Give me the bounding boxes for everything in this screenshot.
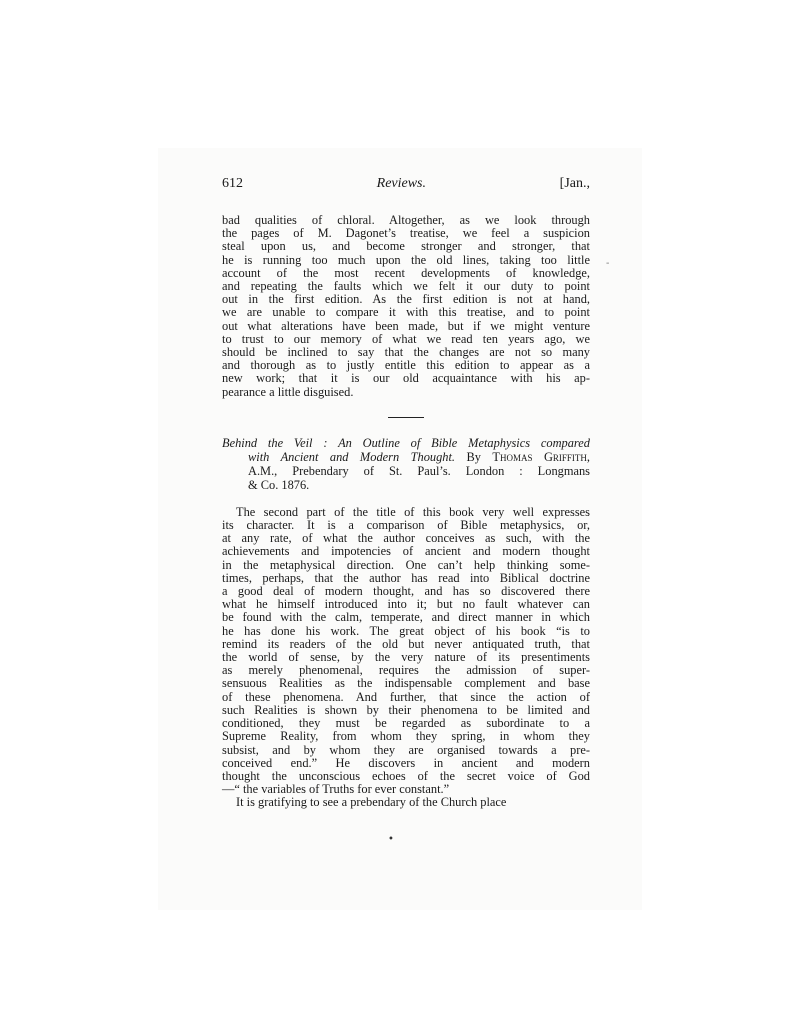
page-number: 612 [222, 176, 243, 191]
text-line: out what alterations have been made, but if we might venture [222, 318, 590, 333]
text-line: we are unable to compare it with this treatise, and to point [222, 305, 590, 320]
text-line: pearance a little disguised. [222, 384, 354, 399]
text-line: be found with the calm, temperate, and direct manner in which [222, 610, 590, 625]
text-line: of these phenomena. And further, that since the action of [222, 689, 590, 704]
text-line: to trust to our memory of what we read ten years ago, we [222, 331, 590, 346]
text-line: sensuous Realities as the indispensable complement and base [222, 676, 590, 691]
text-line: its character. It is a comparison of Bible metaphysics, or, [222, 518, 590, 533]
book-title-line-2 [222, 450, 590, 464]
text-line: conditioned, they must be regarded as subordinate to a [222, 716, 590, 731]
text-line: achievements and impotencies of ancient and modern thought [222, 544, 590, 559]
text-line: he has done his work. The great object of his book “is to [222, 623, 590, 638]
paragraph-behind-the-veil-review [222, 506, 590, 796]
text-line: conceived end.” He discovers in ancient and modern [222, 755, 590, 770]
document-page [222, 176, 590, 810]
text-line: It is gratifying to see a prebendary of the Church place [236, 795, 507, 810]
text-line: should be inclined to say that the changes are not so many [222, 345, 590, 360]
text-line: as merely phenomenal, requires the admission of super- [222, 663, 590, 678]
running-title: Reviews. [376, 176, 427, 191]
book-publisher-year: & Co. 1876. [248, 477, 310, 492]
by-label: By [455, 449, 493, 464]
book-title-line-1: Behind the Veil : An Outline of Bible Metaphysics compared [222, 435, 590, 450]
paragraph-chloral-review [222, 214, 590, 399]
text-line: remind its readers of the old but never antiquated truth, that [222, 636, 590, 651]
text-line: new work; that it is our old acquaintance with his ap- [222, 371, 590, 386]
text-line: steal upon us, and become stronger and stronger, that [222, 239, 590, 254]
text-line: out in the first edition. As the first edition is not at hand, [222, 292, 590, 307]
text-line: the pages of M. Dagonet’s treatise, we feel a suspicion [222, 226, 590, 241]
text-line: The second part of the title of this book very well expresses [236, 504, 590, 519]
scan-speck: - [606, 258, 610, 269]
text-line: and repeating the faults which we felt it our duty to point [222, 279, 590, 294]
text-line: Supreme Reality, from whom they spring, in whom they [222, 729, 590, 744]
book-title-italic: with Ancient and Modern Thought. [248, 449, 456, 464]
text-line: such Realities is shown by their phenomena to be limited and [222, 702, 590, 717]
text-line: the world of sense, by the very nature of its presentiments [222, 650, 590, 665]
running-header [222, 176, 590, 198]
header-date: [Jan., [559, 176, 590, 191]
book-reference [222, 436, 590, 492]
book-author: Thomas Griffith, [492, 449, 591, 464]
text-line: at any rate, of what the author conceives as such, with the [222, 531, 590, 546]
text-line: times, perhaps, that the author has read into Biblical doctrine [222, 570, 590, 585]
section-divider [388, 417, 424, 418]
text-line: a good deal of modern thought, and has so discovered there [222, 584, 590, 599]
text-line: what he himself introduced into it; but no fault whatever can [222, 597, 590, 612]
paragraph-continuation [222, 796, 590, 809]
text-line: subsist, and by whom they are organised towards a pre- [222, 742, 590, 757]
text-line: he is running too much upon the old lines, taking too little [222, 252, 590, 267]
book-publisher-line: A.M., Prebendary of St. Paul’s. London : Longmans [248, 463, 590, 478]
text-line: and thorough as to justly entitle this edition to appear as a [222, 358, 590, 373]
text-line: thought the unconscious echoes of the secret voice of God [222, 768, 590, 783]
scan-dot: • [388, 834, 394, 845]
text-line: bad qualities of chloral. Altogether, as we look through [222, 213, 590, 227]
text-line: —“ the variables of Truths for ever constant.” [222, 782, 450, 797]
text-line: account of the most recent developments of knowledge, [222, 265, 590, 280]
text-line: in the metaphysical direction. One can’t help thinking some- [222, 557, 590, 572]
